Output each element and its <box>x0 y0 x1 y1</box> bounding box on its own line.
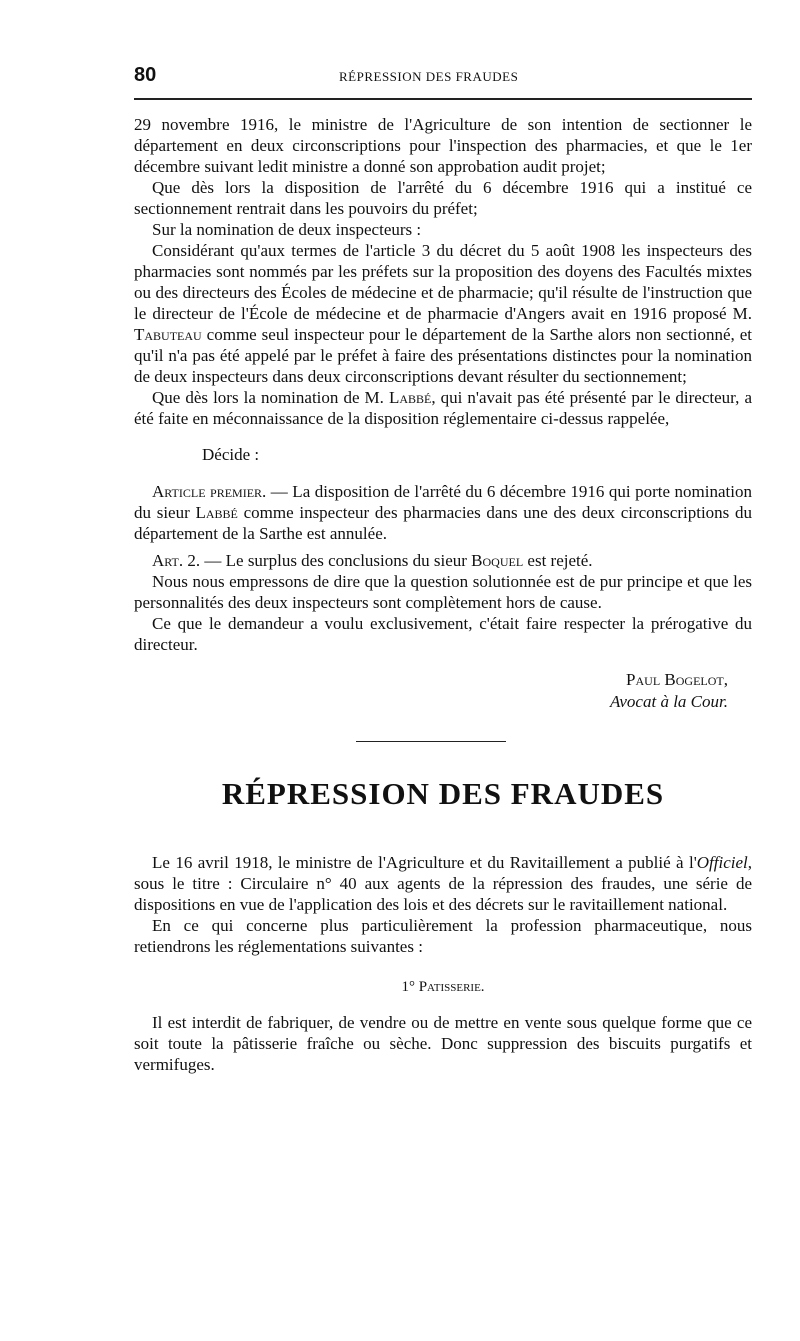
article-premier-text-a: — La disposition de l'arrêté du 6 décembre 1916 qui porte nomination du sieur <box>134 482 752 522</box>
article-2 <box>134 550 752 571</box>
paragraph-patisserie: Il est interdit de fabriquer, de vendre ou de mettre en vente sous quelque forme que ce soit toute la pâtisserie fraîche ou sèche. Donc suppression des biscuits purgatifs et vermifuges. <box>134 1013 752 1074</box>
subheading-number: 1° <box>401 979 419 995</box>
paragraph-nomination-heading: Sur la nomination de deux inspecteurs : <box>152 220 422 239</box>
name-labbe: Labbé <box>388 388 432 407</box>
decide-heading: Décide : <box>202 445 260 464</box>
signature-role: Avocat à la Cour. <box>609 692 728 711</box>
article-premier-text-b: comme inspecteur des pharmacies dans une des deux circonscriptions du département de la Sarthe est annulée. <box>134 503 752 543</box>
section-title: RÉPRESSION DES FRAUDES <box>221 776 665 811</box>
name-tabuteau: Tabuteau <box>134 325 202 344</box>
considerant-text-b: comme seul inspecteur pour le département de la Sarthe alors non sectionné, et qu'il n'a pas été appelé par le préfet à faire des présentations distinctes pour la nomination de deux inspecteurs dans deux circonscriptions devant résulter du sectionnement; <box>134 325 752 386</box>
page-number: 80 <box>134 64 157 86</box>
paragraph-profession: En ce qui concerne plus particulièrement la profession pharmaceutique, nous retiendrons les réglementations suivantes : <box>134 916 752 956</box>
labbe-text-b: , qui n'avait pas été présenté par le directeur, a été faite en méconnaissance de la disposition réglementaire ci-dessus rappelée, <box>134 388 752 428</box>
article-2-text-a: — Le surplus des conclusions du sieur <box>200 551 472 570</box>
paragraph-demandeur: Ce que le demandeur a voulu exclusivement, c'était faire respecter la prérogative du directeur. <box>134 614 752 654</box>
signature-name: Paul Bogelot, <box>626 670 728 689</box>
document-page <box>134 60 752 1075</box>
officiel-italic: Officiel <box>696 853 748 872</box>
header-rule <box>134 98 752 100</box>
section-divider <box>356 741 506 742</box>
name-boquel: Boquel <box>471 551 524 570</box>
circulaire-text-a: Le 16 avril 1918, le ministre de l'Agriculture et du Ravitaillement a publié à l' <box>152 853 697 872</box>
considerant-text-a: Considérant qu'aux termes de l'article 3 du décret du 5 août 1908 les inspecteurs des pharmacies sont nommés par les préfets sur la proposition des doyens des Facultés mixtes ou des directeurs des Écoles de médecine et de pharmacie; qu'il résulte de l'instruction que le directeur de l'École de médecine et de pharmacie d'Angers avait en 1916 proposé M. <box>134 241 752 323</box>
paragraph-labbe-nomination <box>134 387 752 429</box>
paragraph-considerant <box>134 240 752 387</box>
subheading-patisserie <box>134 979 752 996</box>
paragraph-circulaire <box>134 852 752 915</box>
labbe-text-a: Que dès lors la nomination de M. <box>152 388 389 407</box>
article-premier <box>134 481 752 544</box>
running-title: RÉPRESSION DES FRAUDES <box>339 69 519 84</box>
article-2-text-b: est rejeté. <box>523 551 593 570</box>
running-head <box>134 60 752 92</box>
paragraph-sectionnement: Que dès lors la disposition de l'arrêté du 6 décembre 1916 qui a institué ce sectionnement rentrait dans les pouvoirs du préfet; <box>134 178 752 218</box>
subheading-label: Patisserie. <box>418 979 485 995</box>
paragraph-continuation: 29 novembre 1916, le ministre de l'Agriculture de son intention de sectionner le département en deux circonscriptions pour l'inspection des pharmacies, et que le 1er décembre suivant ledit ministre a donné son approbation audit projet; <box>134 115 752 176</box>
article-name-labbe: Labbé <box>195 503 238 522</box>
article-2-label: Art. 2. <box>152 551 201 570</box>
article-premier-label: Article premier. <box>152 482 267 501</box>
circulaire-text-b: , sous le titre : Circulaire n° 40 aux agents de la répression des fraudes, une série de dispositions en vue de l'application des lois et des décrets sur le ravitaillement national. <box>134 853 752 914</box>
paragraph-empressons: Nous nous empressons de dire que la question solutionnée est de pur principe et que les personnalités des deux inspecteurs sont complètement hors de cause. <box>134 572 752 612</box>
signature-block <box>134 669 752 713</box>
